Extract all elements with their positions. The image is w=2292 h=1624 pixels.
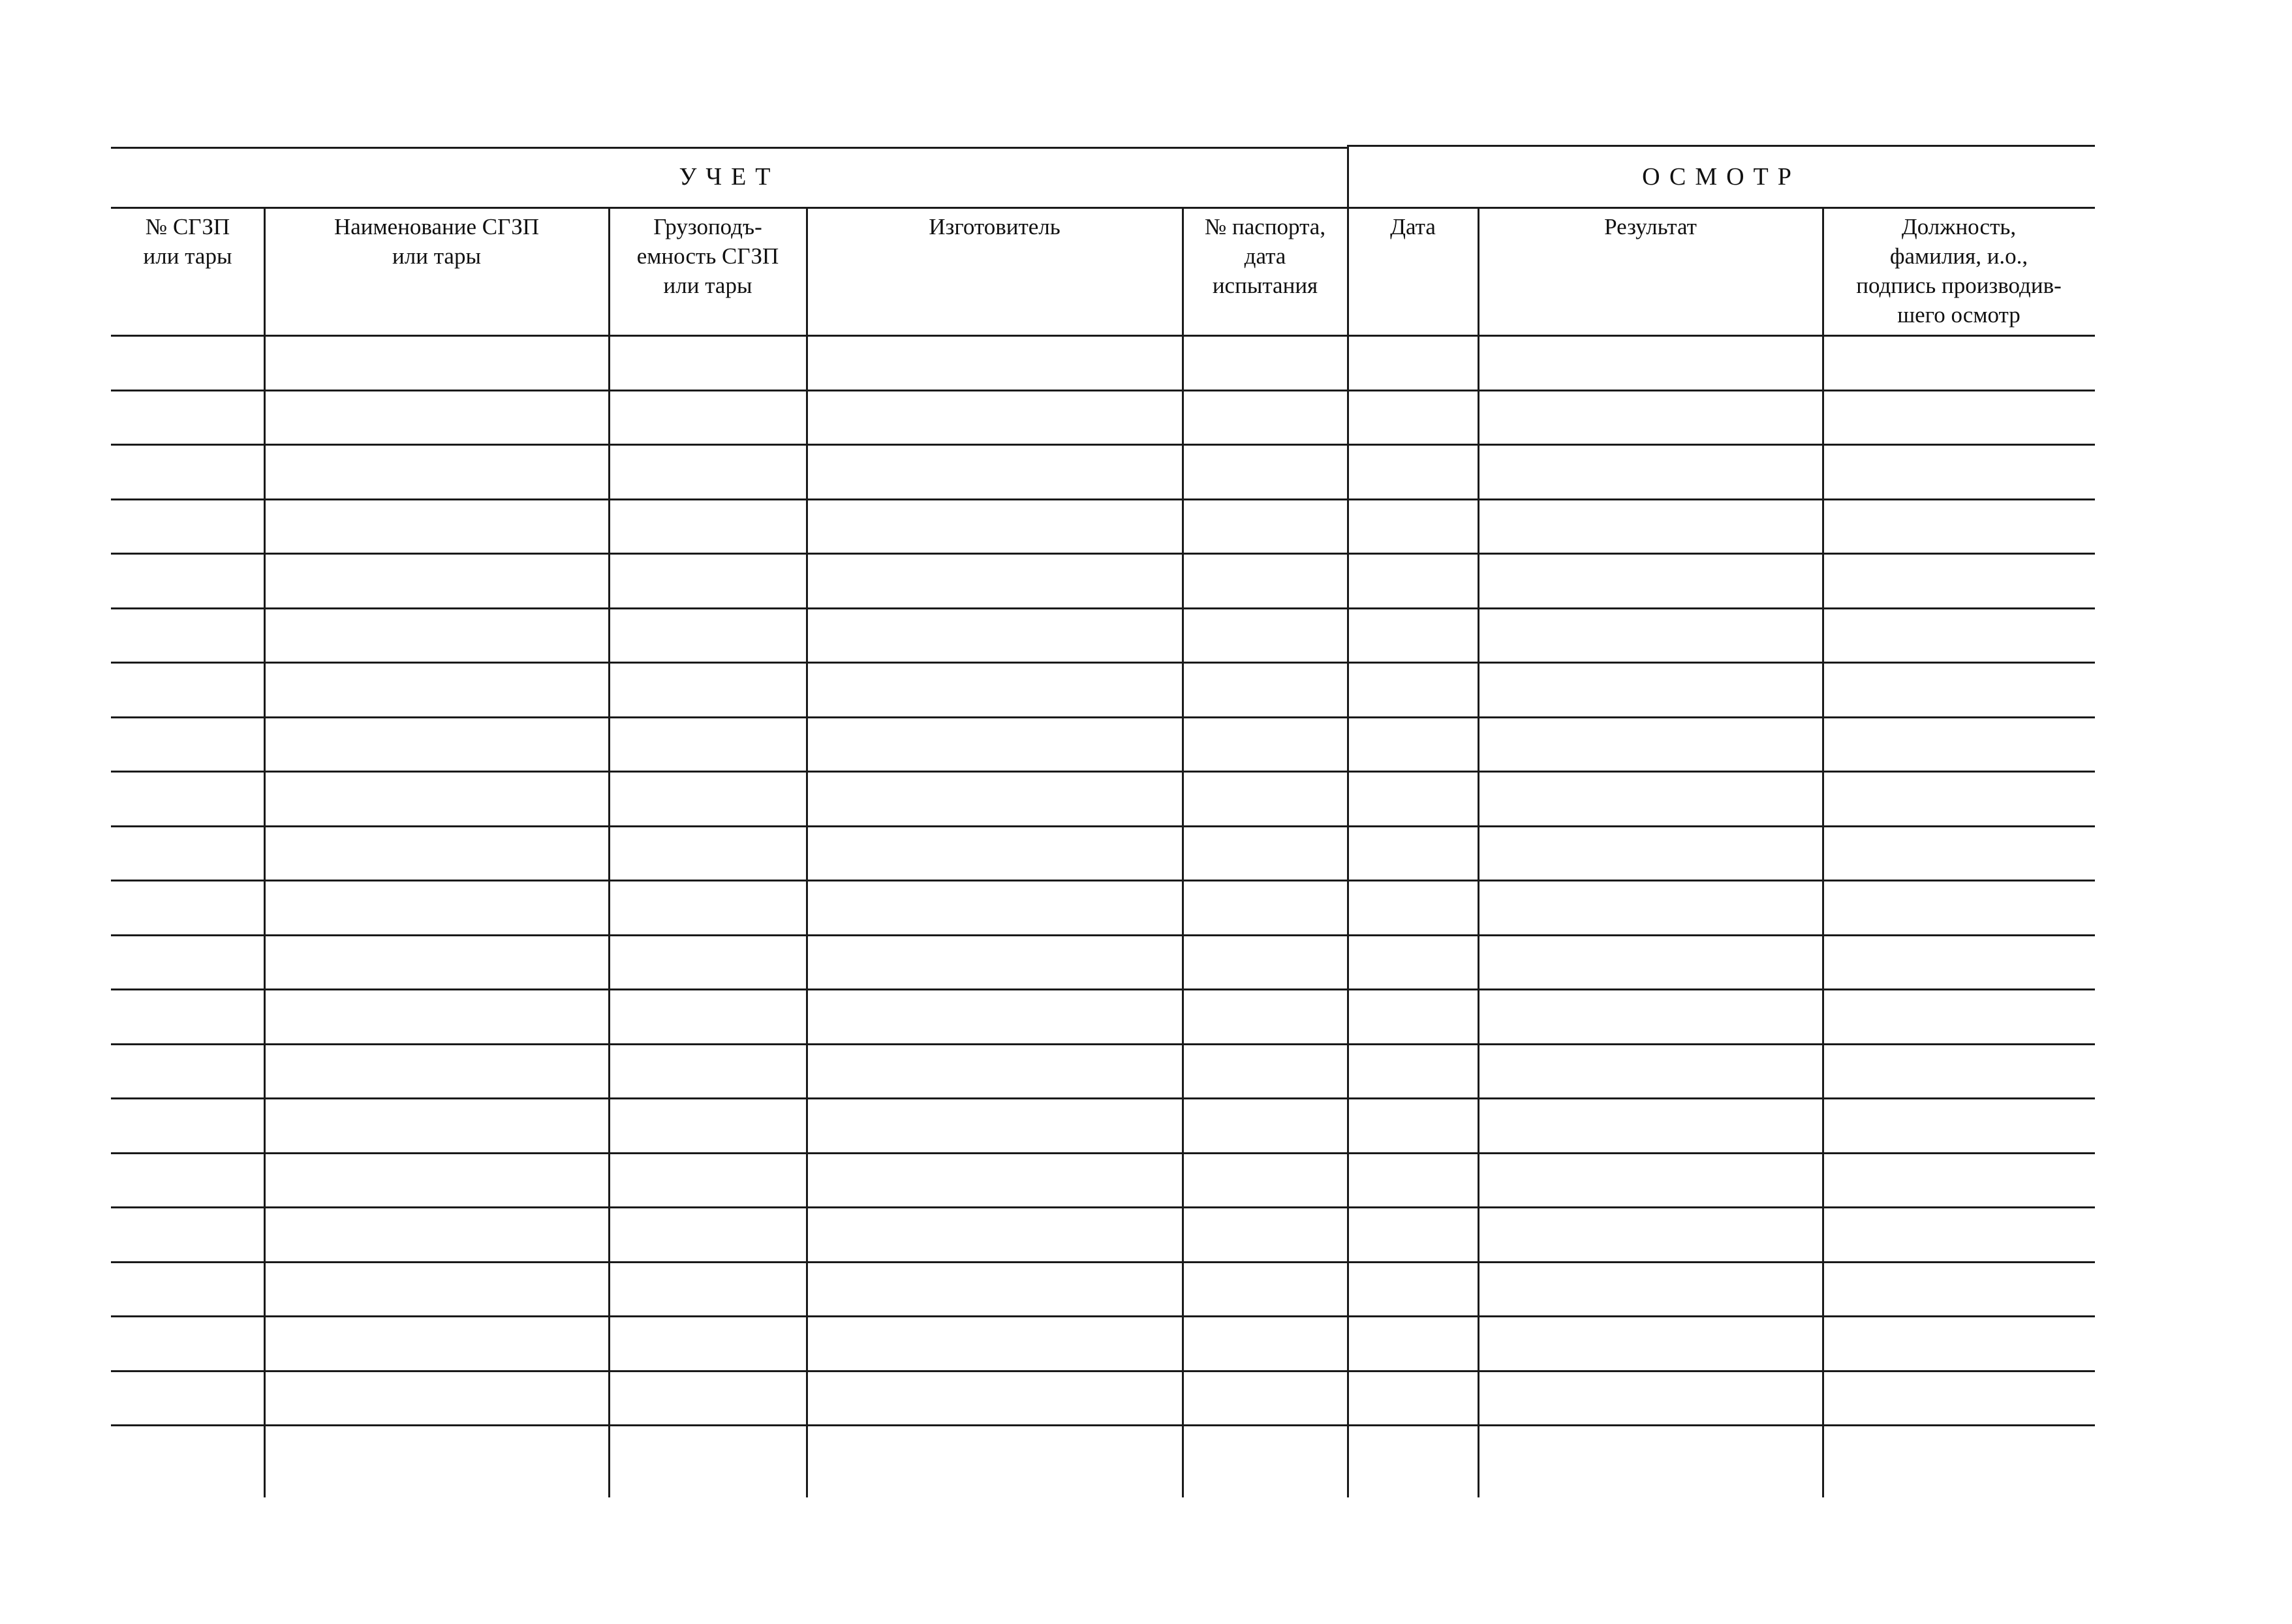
table-row-rule — [111, 1152, 2095, 1154]
column-header-name: Наименование СГЗП или тары — [333, 214, 540, 269]
table-row-rule — [111, 1043, 2095, 1045]
column-header-number: № СГЗП или тары — [143, 214, 232, 269]
table-row-rule — [111, 390, 2095, 391]
column-divider — [1347, 207, 1349, 1497]
table-row-rule — [111, 825, 2095, 827]
group-header-underline — [111, 207, 2095, 209]
column-divider — [1182, 207, 1184, 1497]
table-row-rule — [111, 716, 2095, 718]
table-row-rule — [111, 1206, 2095, 1208]
table-row-rule — [111, 1315, 2095, 1317]
table-row-rule — [111, 880, 2095, 881]
table-row-rule — [111, 607, 2095, 609]
table-row-rule — [111, 498, 2095, 500]
table-row-rule — [111, 553, 2095, 555]
group-divider — [1347, 145, 1349, 207]
table-row-rule — [111, 444, 2095, 446]
column-header-result: Результат — [1604, 214, 1697, 239]
column-header-capacity: Грузоподъ- емность СГЗП или тары — [636, 214, 779, 298]
column-header-passport: № паспорта, дата испытания — [1204, 214, 1326, 298]
table-row-rule — [111, 771, 2095, 773]
column-header-date: Дата — [1390, 214, 1436, 239]
column-header-underline — [111, 335, 2095, 337]
table-row-rule — [111, 1097, 2095, 1099]
table-row-rule — [111, 1424, 2095, 1426]
table-row-rule — [111, 934, 2095, 936]
column-header-inspector: Должность, фамилия, и.о., подпись производив- шего осмотр — [1856, 214, 2062, 328]
column-divider — [806, 207, 808, 1497]
column-divider — [1822, 207, 1824, 1497]
column-divider — [1478, 207, 1479, 1497]
table-row-rule — [111, 1370, 2095, 1372]
group-title-inspection: ОСМОТР — [1642, 163, 1801, 191]
table-row-rule — [111, 1261, 2095, 1263]
column-divider — [608, 207, 610, 1497]
column-divider — [264, 207, 266, 1497]
inspection-log-form — [111, 147, 2095, 1497]
table-row-rule — [111, 662, 2095, 664]
table-row-rule — [111, 988, 2095, 990]
group-title-accounting: УЧЕТ — [679, 163, 780, 191]
column-header-manufacturer: Изготовитель — [929, 214, 1061, 239]
